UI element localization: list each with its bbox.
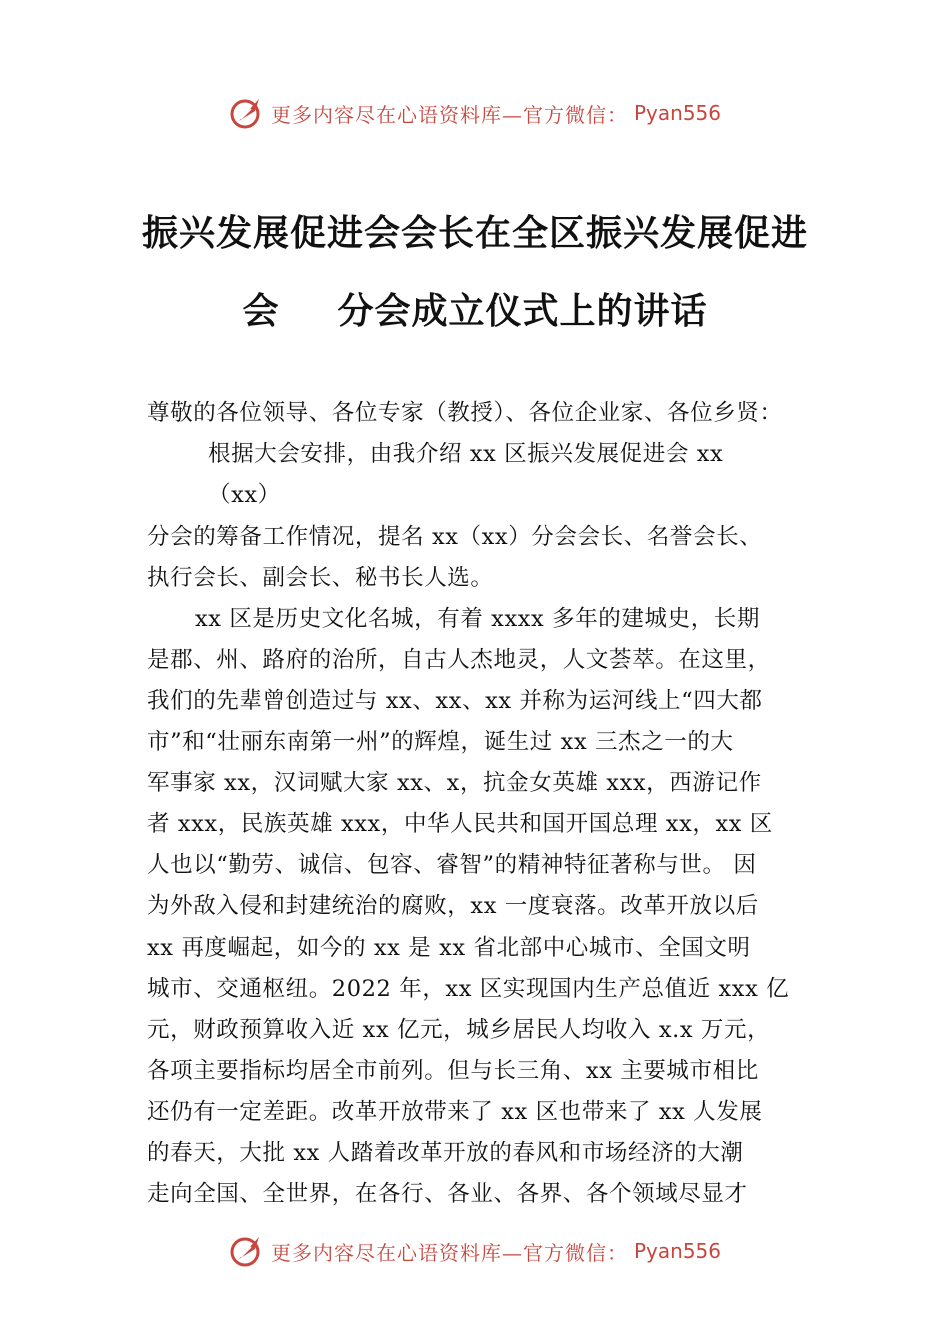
body-line: 执行会长、副会长、秘书长人选。 — [147, 565, 494, 591]
quill-logo-icon — [229, 95, 265, 131]
body-line: 的春天，大批 xx 人踏着改革开放的春风和市场经济的大潮 — [147, 1140, 744, 1166]
document-title-line-1: 振兴发展促进会会长在全区振兴发展促进 — [141, 212, 808, 254]
body-line: 各项主要指标均居全市前列。但与长三角、xx 主要城市相比 — [147, 1058, 759, 1084]
watermark-id: Pyan556 — [633, 1239, 721, 1263]
body-line: 尊敬的各位领导、各位专家（教授）、各位企业家、各位乡贤： — [147, 400, 783, 426]
title-line-2-start: 会 — [242, 290, 280, 332]
body-line: 城市、交通枢纽。2022 年，xx 区实现国内生产总值近 xxx 亿 — [147, 976, 790, 1002]
body-line: xx 区是历史文化名城，有着 xxxx 多年的建城史，长期 — [195, 606, 760, 632]
watermark-footer — [0, 1233, 950, 1269]
body-line: 我们的先辈曾创造过与 xx、xx、xx 并称为运河线上“四大都 — [147, 688, 763, 714]
watermark-header — [0, 95, 950, 131]
title-line-2-end: 分会成立仪式上的讲话 — [337, 290, 708, 332]
quill-logo-icon — [229, 1233, 265, 1269]
body-line: 走向全国、全世界，在各行、各业、各界、各个领域尽显才 — [147, 1181, 748, 1207]
body-line: 是郡、州、路府的治所，自古人杰地灵，人文荟萃。在这里， — [147, 647, 771, 673]
body-line: 市”和“壮丽东南第一州”的辉煌，诞生过 xx 三杰之一的大 — [147, 729, 734, 755]
document-title-line-2 — [0, 283, 950, 334]
body-line: 军事家 xx，汉词赋大家 xx、x，抗金女英雄 xxx，西游记作 — [147, 770, 762, 796]
body-line: 为外敌入侵和封建统治的腐败，xx 一度衰落。改革开放以后 — [147, 893, 759, 919]
body-line: xx 再度崛起，如今的 xx 是 xx 省北部中心城市、全国文明 — [147, 935, 751, 961]
watermark-text: 更多内容尽在心语资料库—官方微信： — [270, 102, 628, 127]
body-line: 分会的筹备工作情况，提名 xx（xx）分会会长、名誉会长、 — [147, 524, 763, 550]
body-line: 还仍有一定差距。改革开放带来了 xx 区也带来了 xx 人发展 — [147, 1099, 763, 1125]
body-line: 人也以“勤劳、诚信、包容、睿智”的精神特征著称与世。 因 — [147, 852, 757, 878]
body-line: （xx） — [208, 482, 281, 508]
body-line: 者 xxx，民族英雄 xxx，中华人民共和国开国总理 xx，xx 区 — [147, 811, 773, 837]
watermark-id: Pyan556 — [633, 101, 721, 125]
body-line: 根据大会安排，由我介绍 xx 区振兴发展促进会 xx — [208, 441, 724, 467]
body-line: 元，财政预算收入近 xx 亿元，城乡居民人均收入 x.x 万元， — [147, 1017, 771, 1043]
watermark-text: 更多内容尽在心语资料库—官方微信： — [270, 1240, 628, 1265]
